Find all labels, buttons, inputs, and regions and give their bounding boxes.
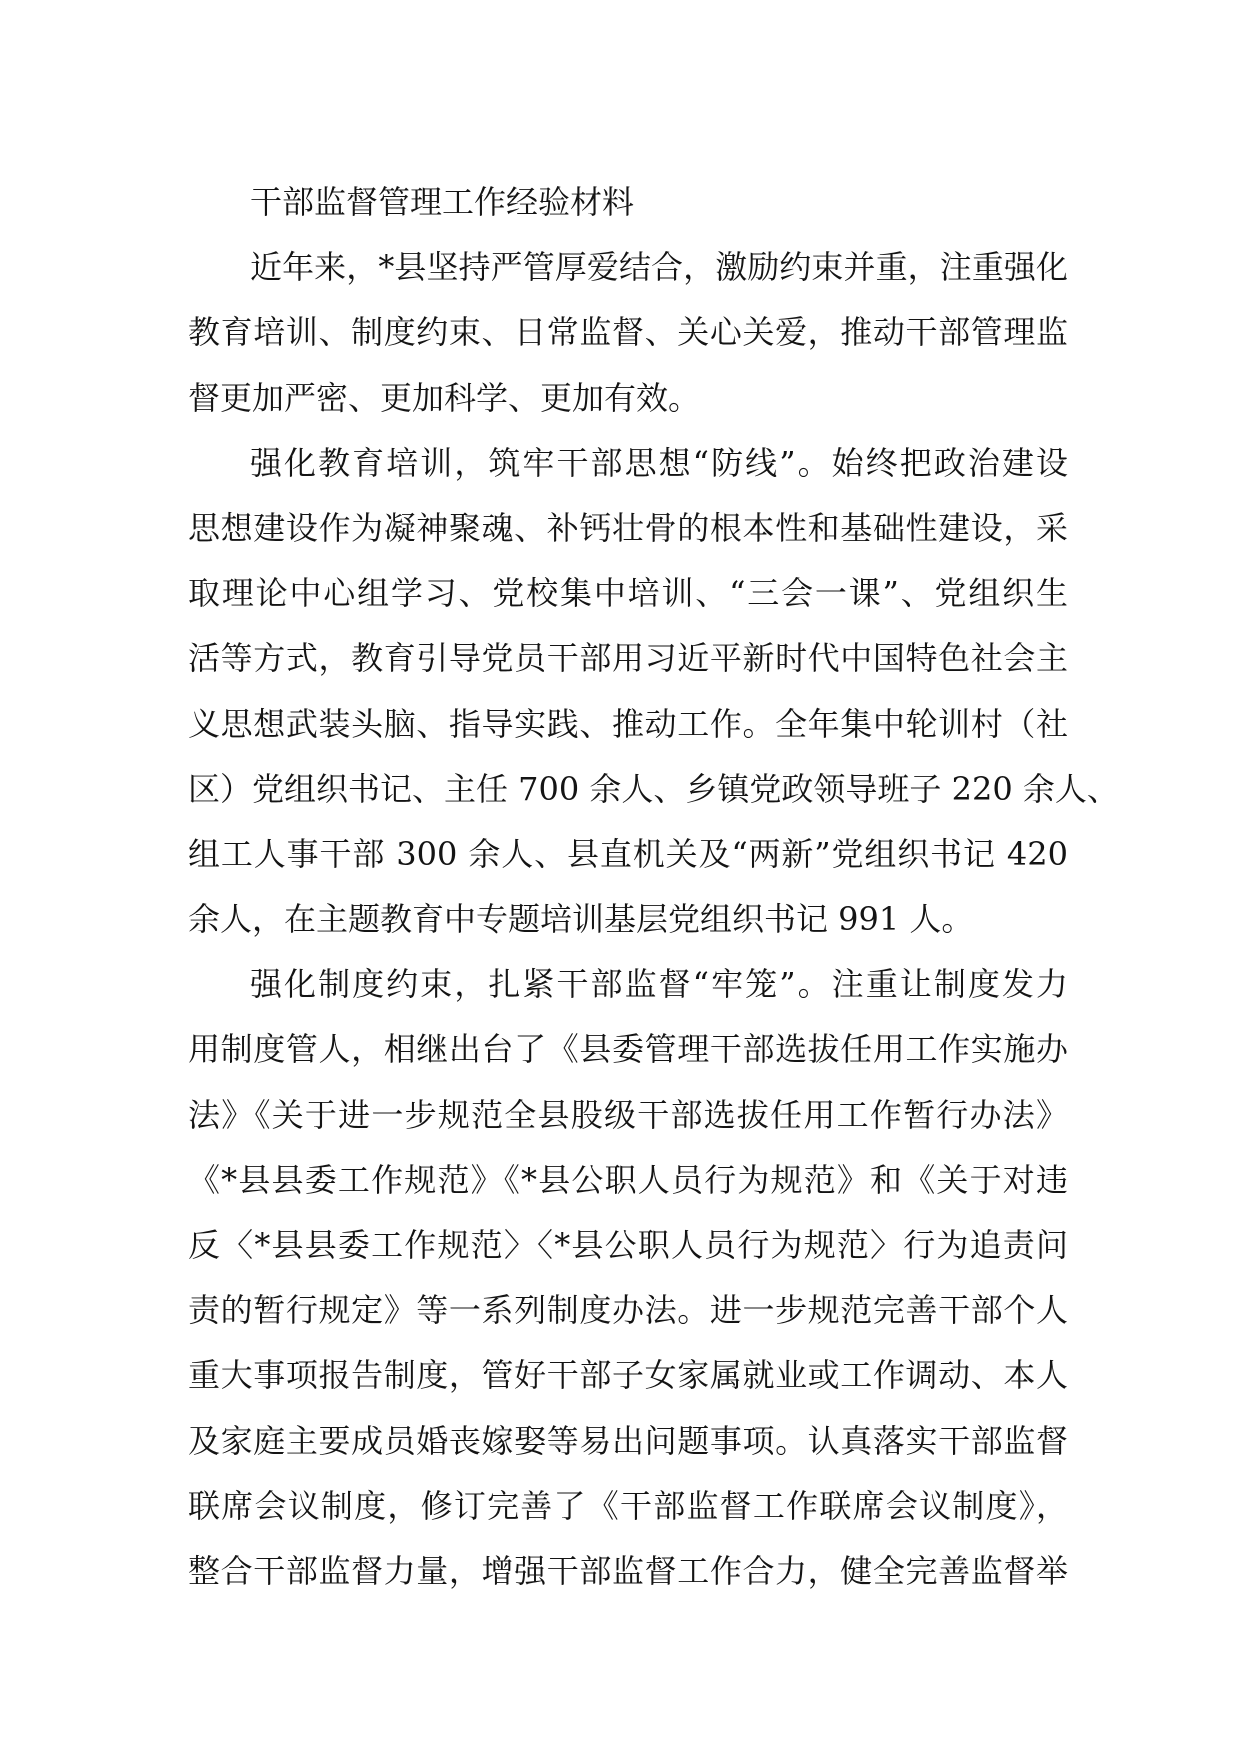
body-text-line: 教育培训、制度约束、日常监督、关心关爱，推动干部管理监: [188, 313, 1068, 352]
body-text-line: 用制度管人，相继出台了《县委管理干部选拔任用工作实施办: [188, 1030, 1068, 1069]
document-title: 干部监督管理工作经验材料: [250, 183, 635, 221]
body-text-line: 及家庭主要成员婚丧嫁娶等易出问题事项。认真落实干部监督: [188, 1421, 1068, 1460]
body-text-line: 思想建设作为凝神聚魂、补钙壮骨的根本性和基础性建设，采: [188, 508, 1068, 547]
body-text-line: 强化制度约束，扎紧干部监督“牢笼”。注重让制度发力: [250, 965, 1068, 1004]
body-text-line: 整合干部监督力量，增强干部监督工作合力，健全完善监督举: [188, 1551, 1068, 1590]
body-text-line: 组工人事干部 300 余人、县直机关及“两新”党组织书记 420: [188, 834, 1068, 873]
body-text-line: 联席会议制度，修订完善了《干部监督工作联席会议制度》，: [188, 1486, 1068, 1525]
body-text-line: 督更加严密、更加科学、更加有效。: [188, 378, 701, 417]
body-text-line: 取理论中心组学习、党校集中培训、“三会一课”、党组织生: [188, 574, 1068, 613]
body-text-line: 《*县县委工作规范》《*县公职人员行为规范》和《关于对违: [188, 1160, 1068, 1199]
body-text-line: 活等方式，教育引导党员干部用习近平新时代中国特色社会主: [188, 639, 1068, 678]
body-text-line: 义思想武装头脑、指导实践、推动工作。全年集中轮训村（社: [188, 704, 1068, 743]
body-text-line: 反〈*县县委工作规范〉〈*县公职人员行为规范〉行为追责问: [188, 1226, 1068, 1264]
body-text-line: 区）党组织书记、主任 700 余人、乡镇党政领导班子 220 余人、: [188, 769, 1119, 808]
body-text-line: 近年来，*县坚持严管厚爱结合，激励约束并重，注重强化: [250, 248, 1068, 287]
body-text-line: 责的暂行规定》等一系列制度办法。进一步规范完善干部个人: [188, 1291, 1068, 1330]
body-text-line: 强化教育培训，筑牢干部思想“防线”。始终把政治建设: [250, 443, 1068, 482]
body-text-line: 余人，在主题教育中专题培训基层党组织书记 991 人。: [188, 900, 974, 939]
document-body: [188, 170, 1119, 1604]
body-text-line: 法》《关于进一步规范全县股级干部选拔任用工作暂行办法》: [188, 1095, 1068, 1134]
body-text-line: 重大事项报告制度，管好干部子女家属就业或工作调动、本人: [188, 1356, 1068, 1395]
